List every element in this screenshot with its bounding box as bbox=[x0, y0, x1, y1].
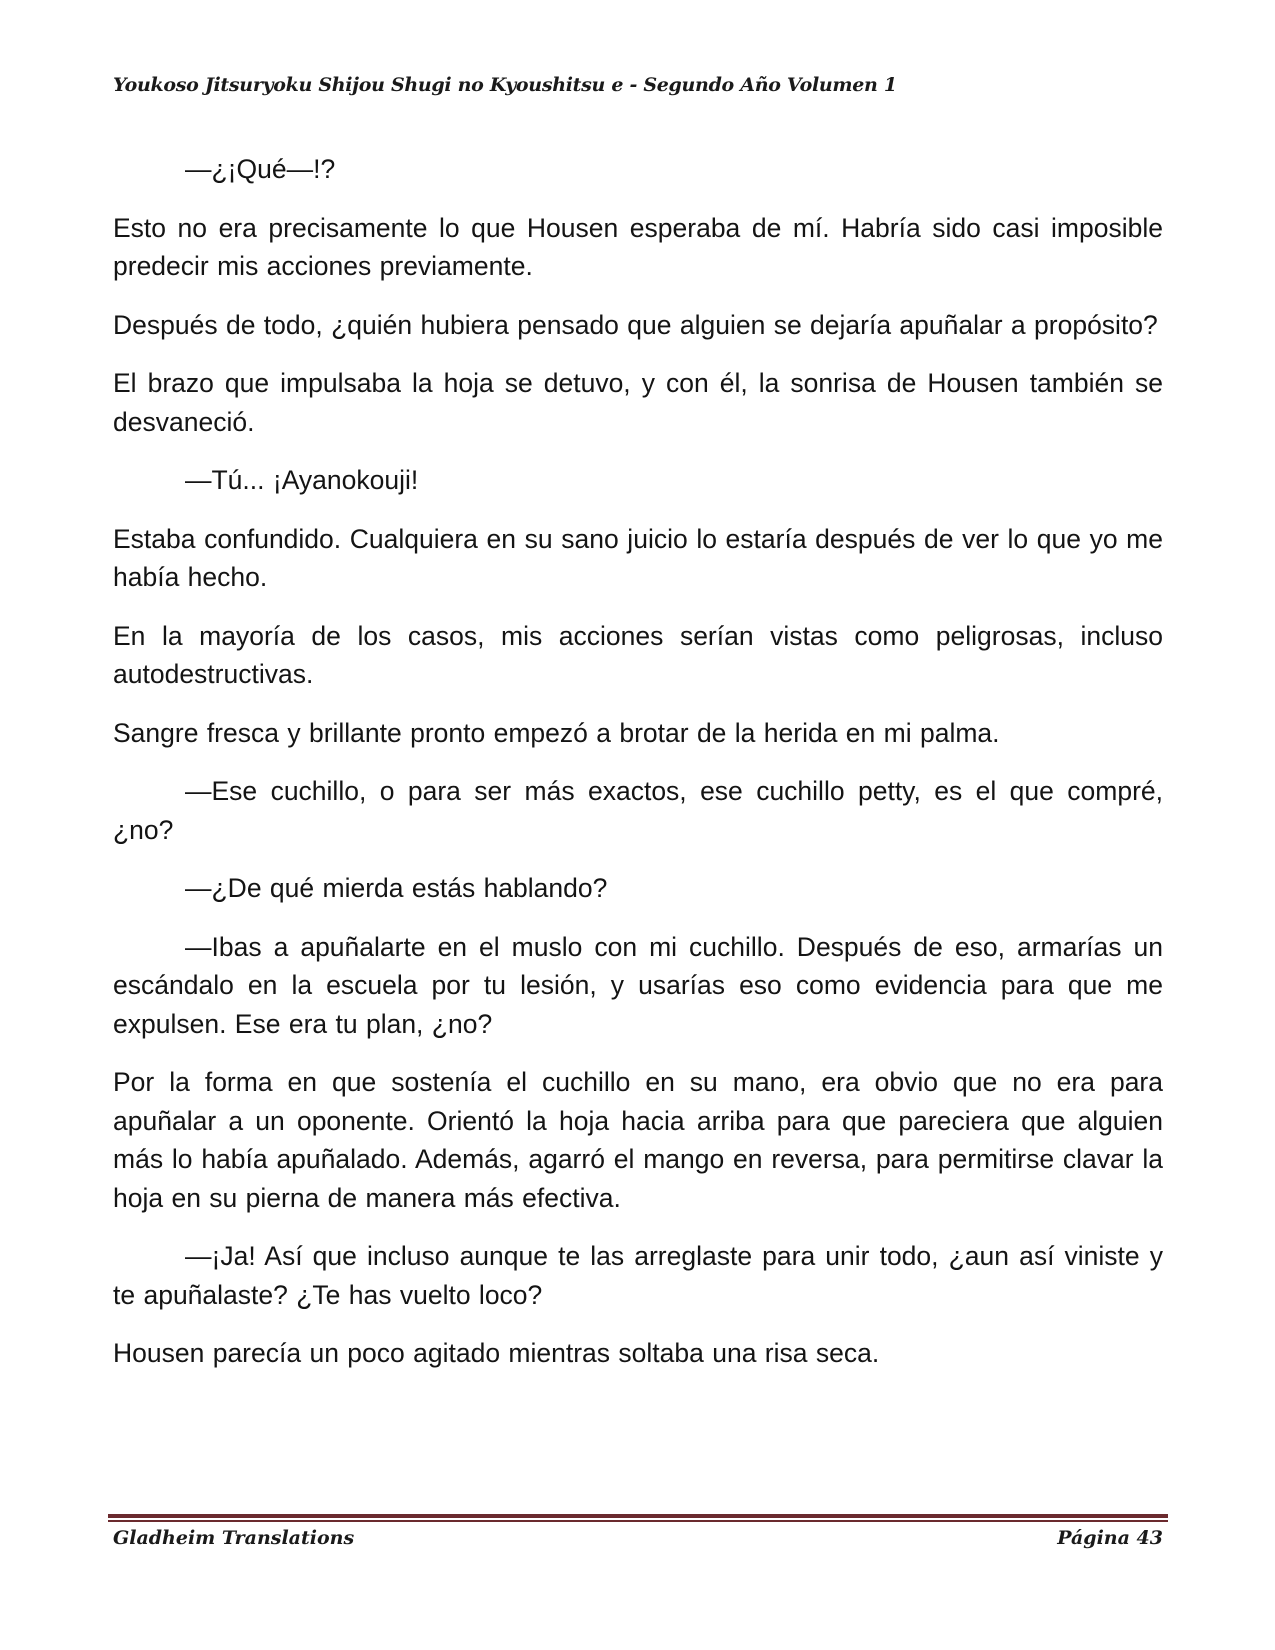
footer-divider bbox=[108, 1514, 1168, 1523]
paragraph: El brazo que impulsaba la hoja se detuvo, y con él, la sonrisa de Housen también se desvaneció. bbox=[113, 368, 1163, 437]
page-header-title: Youkoso Jitsuryoku Shijou Shugi no Kyoushitsu e - Segundo Año Volumen 1 bbox=[113, 74, 897, 96]
paragraph-dialog: —Ese cuchillo, o para ser más exactos, ese cuchillo petty, es el que compré, ¿no? bbox=[113, 776, 1163, 845]
paragraph: Esto no era precisamente lo que Housen esperaba de mí. Habría sido casi imposible predecir mis acciones previamente. bbox=[113, 212, 1163, 281]
paragraph: Sangre fresca y brillante pronto empezó a brotar de la herida en mi palma. bbox=[113, 717, 1000, 748]
paragraph-dialog: —Ibas a apuñalarte en el muslo con mi cuchillo. Después de eso, armarías un escándalo en la escuela por tu lesión, y usarías eso como evidencia para que me expulsen. Ese era tu plan, ¿no? bbox=[113, 931, 1163, 1039]
paragraph: Por la forma en que sostenía el cuchillo en su mano, era obvio que no era para apuñalar a un oponente. Orientó la hoja hacia arriba para que pareciera que alguien más lo había apuñalado. Además, agarró el mango en reversa, para permitirse clavar la hoja en su pierna de manera más efectiva. bbox=[113, 1067, 1163, 1213]
footer-page-number: Página 43 bbox=[1057, 1527, 1163, 1549]
paragraph-dialog: —¡Ja! Así que incluso aunque te las arreglaste para unir todo, ¿aun así viniste y te apuñalaste? ¿Te has vuelto loco? bbox=[113, 1241, 1163, 1310]
footer-divider-thick bbox=[108, 1514, 1168, 1518]
page-body bbox=[113, 150, 1163, 1393]
paragraph-dialog: —Tú... ¡Ayanokouji! bbox=[185, 465, 419, 495]
paragraph-dialog: —¿De qué mierda estás hablando? bbox=[185, 873, 608, 903]
paragraph-dialog: —¿¡Qué—!? bbox=[185, 154, 336, 184]
footer-publisher: Gladheim Translations bbox=[113, 1527, 355, 1549]
footer-divider-thin bbox=[108, 1520, 1168, 1522]
paragraph: Housen parecía un poco agitado mientras soltaba una risa seca. bbox=[113, 1338, 880, 1368]
paragraph: Estaba confundido. Cualquiera en su sano juicio lo estaría después de ver lo que yo me había hecho. bbox=[113, 523, 1163, 592]
paragraph: En la mayoría de los casos, mis acciones serían vistas como peligrosas, incluso autodestructivas. bbox=[113, 620, 1163, 689]
paragraph: Después de todo, ¿quién hubiera pensado que alguien se dejaría apuñalar a propósito? bbox=[113, 309, 1158, 340]
